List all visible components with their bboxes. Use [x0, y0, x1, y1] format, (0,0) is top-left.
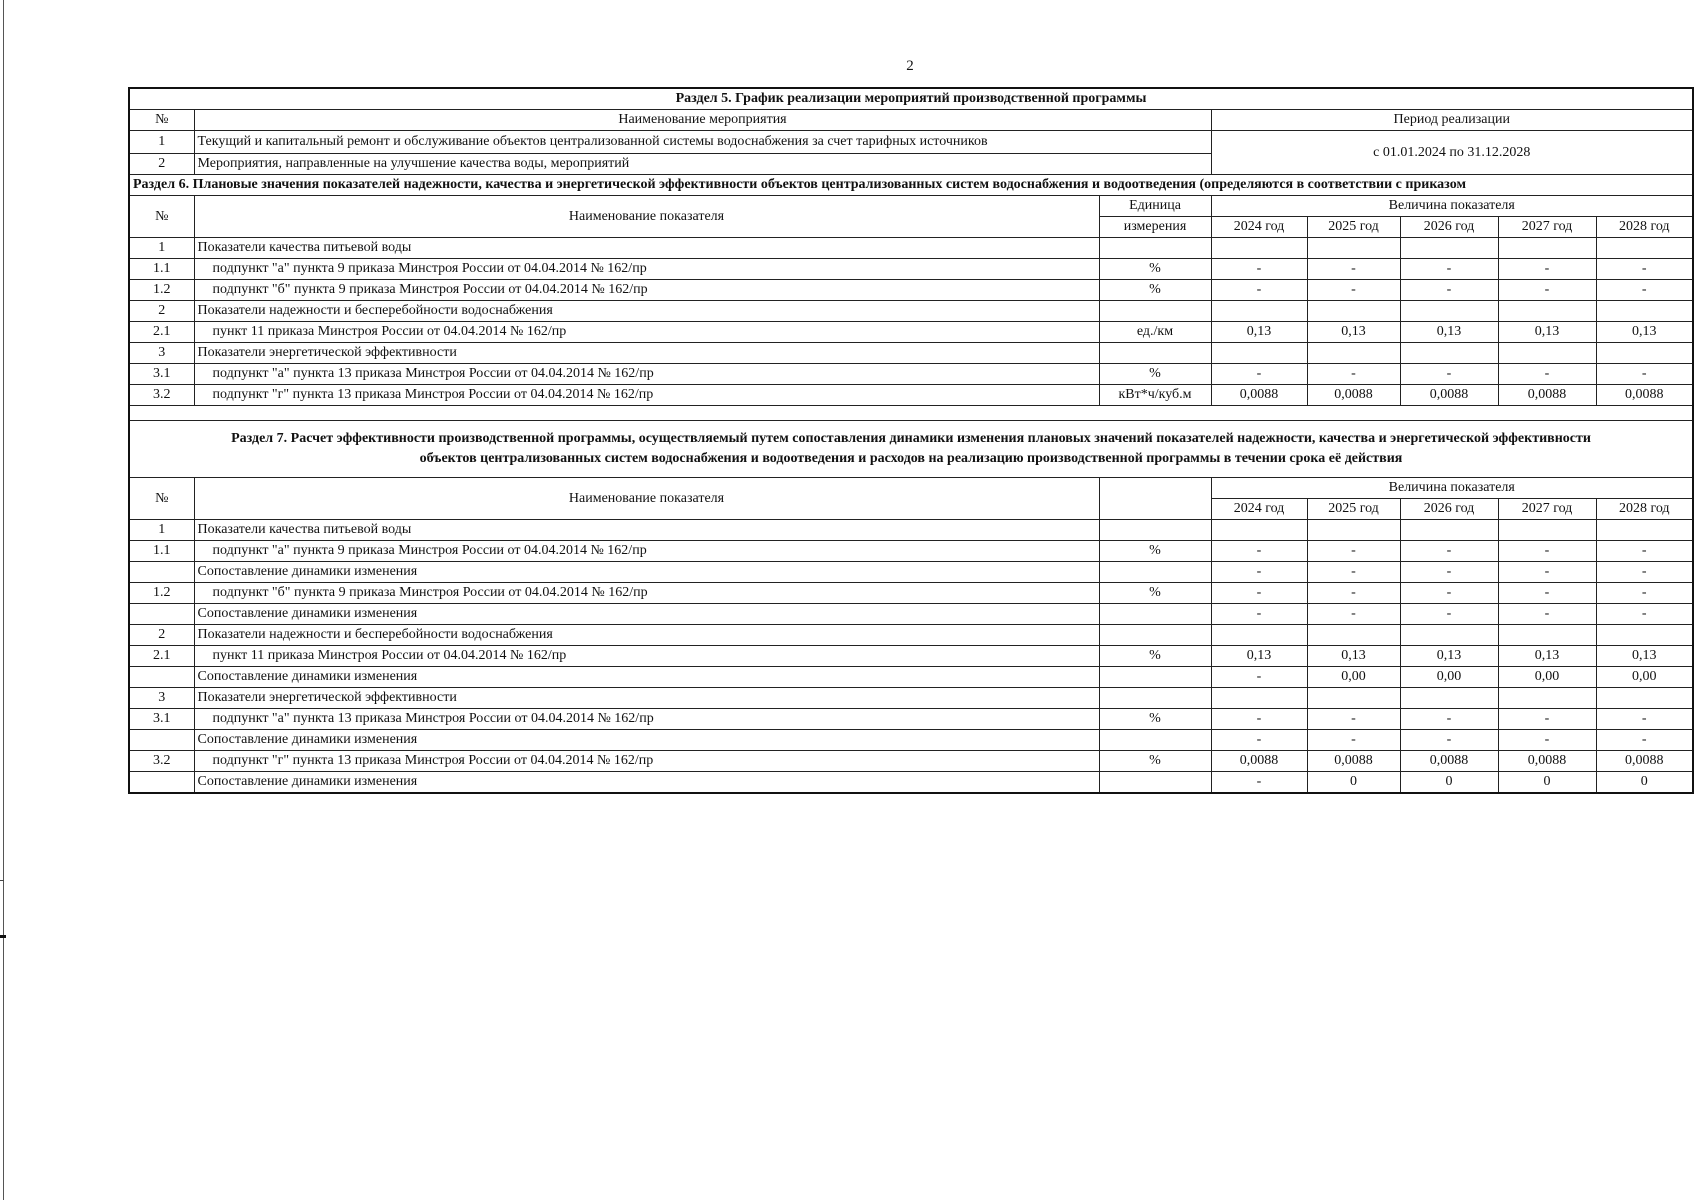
row-value: 0,13 [1307, 646, 1400, 667]
row-value: 0,0088 [1307, 751, 1400, 772]
indicator-row [129, 259, 1693, 280]
row-value: - [1498, 259, 1596, 280]
row-value: 0,0088 [1596, 385, 1693, 406]
row-unit [1099, 625, 1211, 646]
row-name: Показатели надежности и бесперебойности водоснабжения [194, 625, 1099, 646]
row-value: 0,00 [1596, 667, 1693, 688]
row-value: - [1498, 604, 1596, 625]
group-row [129, 625, 1693, 646]
col-header-unit-1: Единица [1099, 196, 1211, 217]
row-value: - [1307, 730, 1400, 751]
row-value: - [1307, 562, 1400, 583]
scan-edge-line [3, 0, 4, 1200]
indicator-row [129, 280, 1693, 301]
indicator-row [129, 646, 1693, 667]
row-unit: % [1099, 364, 1211, 385]
row-value: - [1307, 709, 1400, 730]
row-value [1596, 301, 1693, 322]
row-value: 0,13 [1400, 322, 1498, 343]
section7-title-line2: объектов централизованных систем водоснабжения и водоотведения и расходов на реализацию производственной программы в течении срока её действия [419, 451, 1403, 466]
row-name: пункт 11 приказа Минстроя России от 04.04.2014 № 162/пр [194, 322, 1099, 343]
row-value: 0,0088 [1211, 751, 1307, 772]
row-value: - [1211, 280, 1307, 301]
row-value [1498, 625, 1596, 646]
row-name: Мероприятия, направленные на улучшение качества воды, мероприятий [194, 154, 1211, 175]
group-row [129, 343, 1693, 364]
indicator-row [129, 364, 1693, 385]
row-name: пункт 11 приказа Минстроя России от 04.04.2014 № 162/пр [194, 646, 1099, 667]
row-value: - [1307, 604, 1400, 625]
row-number: 3.2 [129, 751, 194, 772]
col-header-unit-blank [1099, 478, 1211, 520]
period-value: с 01.01.2024 по 31.12.2028 [1211, 131, 1693, 175]
col-header-value: Величина показателя [1211, 196, 1693, 217]
section7-header [129, 406, 1693, 520]
row-value [1596, 520, 1693, 541]
row-value: 0,13 [1596, 322, 1693, 343]
row-value: 0 [1498, 772, 1596, 794]
indicator-row [129, 709, 1693, 730]
row-value: - [1211, 364, 1307, 385]
row-value: - [1498, 541, 1596, 562]
row-value: - [1498, 562, 1596, 583]
program-table [128, 87, 1694, 794]
row-value: - [1307, 280, 1400, 301]
row-value: - [1400, 562, 1498, 583]
spacer-row [129, 406, 1693, 421]
row-unit [1099, 562, 1211, 583]
row-unit: % [1099, 646, 1211, 667]
row-value: 0,00 [1498, 667, 1596, 688]
row-value: 0 [1400, 772, 1498, 794]
row-value [1211, 238, 1307, 259]
row-number: 2 [129, 301, 194, 322]
row-number: 3.1 [129, 364, 194, 385]
col-header-name: Наименование мероприятия [194, 110, 1211, 131]
row-value: - [1211, 730, 1307, 751]
row-value [1498, 301, 1596, 322]
indicator-row [129, 751, 1693, 772]
row-value: - [1400, 730, 1498, 751]
row-value: - [1211, 772, 1307, 794]
row-number: 2 [129, 154, 194, 175]
row-value: - [1211, 667, 1307, 688]
row-value: - [1211, 541, 1307, 562]
col-header-no: № [129, 196, 194, 238]
section6-title: Раздел 6. Плановые значения показателей надежности, качества и энергетической эффективности объектов централизованных систем водоснабжения и водоотведения (определяются в соответствии с приказом [129, 175, 1693, 196]
comparison-row [129, 730, 1693, 751]
row-number [129, 730, 194, 751]
row-value: 0,0088 [1307, 385, 1400, 406]
section7-title-line1: Раздел 7. Расчет эффективности производственной программы, осуществляемый путем сопоставления динамики изменения плановых значений показателей надежности, качества и энергетической эффективности [231, 431, 1591, 446]
row-name: Сопоставление динамики изменения [194, 562, 1099, 583]
row-value: 0,13 [1307, 322, 1400, 343]
col-header-year: 2027 год [1498, 217, 1596, 238]
row-number: 1.2 [129, 280, 194, 301]
col-header-year: 2025 год [1307, 499, 1400, 520]
row-value: 0 [1307, 772, 1400, 794]
row-unit [1099, 604, 1211, 625]
row-value: - [1307, 583, 1400, 604]
row-unit: кВт*ч/куб.м [1099, 385, 1211, 406]
row-unit: ед./км [1099, 322, 1211, 343]
row-number: 1 [129, 520, 194, 541]
row-number: 1.1 [129, 541, 194, 562]
row-value: - [1498, 280, 1596, 301]
row-value: - [1211, 709, 1307, 730]
col-header-unit-2: измерения [1099, 217, 1211, 238]
row-value [1400, 238, 1498, 259]
row-unit [1099, 238, 1211, 259]
row-value: - [1400, 541, 1498, 562]
row-value [1211, 343, 1307, 364]
row-value [1498, 238, 1596, 259]
indicator-row [129, 583, 1693, 604]
col-header-year: 2027 год [1498, 499, 1596, 520]
row-value: 0,0088 [1400, 751, 1498, 772]
row-unit: % [1099, 259, 1211, 280]
section7-body [129, 520, 1693, 794]
row-value: - [1307, 259, 1400, 280]
row-name: подпункт "г" пункта 13 приказа Минстроя России от 04.04.2014 № 162/пр [194, 385, 1099, 406]
row-value [1596, 238, 1693, 259]
row-value: 0,0088 [1498, 751, 1596, 772]
row-value: - [1307, 364, 1400, 385]
col-header-year: 2026 год [1400, 499, 1498, 520]
row-value: - [1400, 259, 1498, 280]
comparison-row [129, 772, 1693, 794]
row-value: 0,13 [1400, 646, 1498, 667]
section6-body [129, 175, 1693, 406]
row-value: - [1498, 583, 1596, 604]
row-name: Показатели качества питьевой воды [194, 520, 1099, 541]
indicator-row [129, 385, 1693, 406]
row-name: подпункт "б" пункта 9 приказа Минстроя России от 04.04.2014 № 162/пр [194, 280, 1099, 301]
row-value: - [1596, 541, 1693, 562]
group-row [129, 238, 1693, 259]
row-value [1211, 301, 1307, 322]
row-value [1400, 688, 1498, 709]
row-number: 3.2 [129, 385, 194, 406]
col-header-year: 2024 год [1211, 499, 1307, 520]
row-value: - [1400, 364, 1498, 385]
row-value [1400, 520, 1498, 541]
row-value: - [1211, 604, 1307, 625]
row-value: 0,13 [1596, 646, 1693, 667]
row-value: 0,0088 [1211, 385, 1307, 406]
row-value [1498, 688, 1596, 709]
row-name: подпункт "а" пункта 9 приказа Минстроя России от 04.04.2014 № 162/пр [194, 541, 1099, 562]
row-value: - [1596, 604, 1693, 625]
row-number: 3 [129, 343, 194, 364]
group-row [129, 688, 1693, 709]
row-value [1307, 301, 1400, 322]
col-header-year: 2024 год [1211, 217, 1307, 238]
row-name: подпункт "г" пункта 13 приказа Минстроя России от 04.04.2014 № 162/пр [194, 751, 1099, 772]
row-value: 0,13 [1498, 322, 1596, 343]
row-value: - [1307, 541, 1400, 562]
col-header-year: 2028 год [1596, 499, 1693, 520]
row-value: - [1596, 280, 1693, 301]
row-value: - [1498, 364, 1596, 385]
row-value: - [1211, 562, 1307, 583]
row-value: - [1596, 259, 1693, 280]
col-header-no: № [129, 110, 194, 131]
row-value [1400, 343, 1498, 364]
page-number: 2 [906, 58, 914, 74]
indicator-row [129, 541, 1693, 562]
row-value: - [1596, 709, 1693, 730]
row-value [1400, 301, 1498, 322]
col-header-period: Период реализации [1211, 110, 1693, 131]
row-value [1211, 625, 1307, 646]
row-value [1400, 625, 1498, 646]
row-name: Показатели качества питьевой воды [194, 238, 1099, 259]
col-header-name: Наименование показателя [194, 196, 1099, 238]
row-value: - [1400, 583, 1498, 604]
row-value [1498, 343, 1596, 364]
row-number: 2.1 [129, 322, 194, 343]
row-value: - [1596, 364, 1693, 385]
row-value: 0,0088 [1400, 385, 1498, 406]
comparison-row [129, 667, 1693, 688]
row-value: - [1596, 730, 1693, 751]
row-number: 1.1 [129, 259, 194, 280]
row-value: - [1498, 730, 1596, 751]
row-value: 0,13 [1498, 646, 1596, 667]
row-name: Показатели энергетической эффективности [194, 688, 1099, 709]
row-value: - [1400, 709, 1498, 730]
row-name: Сопоставление динамики изменения [194, 772, 1099, 794]
row-value [1498, 520, 1596, 541]
row-unit [1099, 688, 1211, 709]
row-name: подпункт "а" пункта 9 приказа Минстроя России от 04.04.2014 № 162/пр [194, 259, 1099, 280]
row-name: Сопоставление динамики изменения [194, 730, 1099, 751]
row-number: 2.1 [129, 646, 194, 667]
row-value: 0 [1596, 772, 1693, 794]
row-unit [1099, 667, 1211, 688]
row-unit [1099, 730, 1211, 751]
row-name: подпункт "б" пункта 9 приказа Минстроя России от 04.04.2014 № 162/пр [194, 583, 1099, 604]
row-unit: % [1099, 583, 1211, 604]
row-name: Сопоставление динамики изменения [194, 667, 1099, 688]
row-unit: % [1099, 709, 1211, 730]
col-header-year: 2028 год [1596, 217, 1693, 238]
comparison-row [129, 604, 1693, 625]
row-value [1211, 520, 1307, 541]
section5-title: Раздел 5. График реализации мероприятий производственной программы [129, 88, 1693, 110]
scan-edge-mark [0, 880, 4, 881]
row-number [129, 604, 194, 625]
row-name: Показатели надежности и бесперебойности водоснабжения [194, 301, 1099, 322]
row-unit [1099, 520, 1211, 541]
col-header-value: Величина показателя [1211, 478, 1693, 499]
row-number: 1 [129, 238, 194, 259]
indicator-row [129, 322, 1693, 343]
row-unit: % [1099, 280, 1211, 301]
row-name: Сопоставление динамики изменения [194, 604, 1099, 625]
row-value: - [1211, 583, 1307, 604]
row-number: 2 [129, 625, 194, 646]
row-value: 0,00 [1307, 667, 1400, 688]
col-header-name: Наименование показателя [194, 478, 1099, 520]
row-value: - [1596, 562, 1693, 583]
group-row [129, 520, 1693, 541]
row-value: 0,0088 [1498, 385, 1596, 406]
section7-title [129, 421, 1693, 478]
row-unit [1099, 772, 1211, 794]
row-name: подпункт "а" пункта 13 приказа Минстроя России от 04.04.2014 № 162/пр [194, 709, 1099, 730]
row-value [1307, 238, 1400, 259]
row-value: 0,13 [1211, 646, 1307, 667]
row-name: Текущий и капитальный ремонт и обслуживание объектов централизованной системы водоснабжения за счет тарифных источников [194, 131, 1211, 154]
scan-edge-mark [0, 935, 6, 938]
row-value: - [1498, 709, 1596, 730]
row-value [1307, 688, 1400, 709]
comparison-row [129, 562, 1693, 583]
row-number [129, 667, 194, 688]
section5-body [129, 88, 1693, 175]
row-value [1211, 688, 1307, 709]
row-number: 3.1 [129, 709, 194, 730]
row-value: - [1400, 604, 1498, 625]
row-value: 0,00 [1400, 667, 1498, 688]
group-row [129, 301, 1693, 322]
row-number: 1.2 [129, 583, 194, 604]
row-unit [1099, 301, 1211, 322]
row-value: - [1400, 280, 1498, 301]
col-header-year: 2025 год [1307, 217, 1400, 238]
row-number: 1 [129, 131, 194, 154]
row-name: подпункт "а" пункта 13 приказа Минстроя России от 04.04.2014 № 162/пр [194, 364, 1099, 385]
row-unit [1099, 343, 1211, 364]
row-value: - [1596, 583, 1693, 604]
document-table-wrapper [128, 87, 1692, 794]
row-value [1307, 343, 1400, 364]
row-value [1307, 520, 1400, 541]
row-number [129, 772, 194, 794]
col-header-year: 2026 год [1400, 217, 1498, 238]
row-value [1596, 343, 1693, 364]
row-unit: % [1099, 541, 1211, 562]
row-value [1596, 625, 1693, 646]
row-value [1596, 688, 1693, 709]
row-name: Показатели энергетической эффективности [194, 343, 1099, 364]
row-value [1307, 625, 1400, 646]
row-value: - [1211, 259, 1307, 280]
row-value: 0,0088 [1596, 751, 1693, 772]
row-number [129, 562, 194, 583]
col-header-no: № [129, 478, 194, 520]
row-unit: % [1099, 751, 1211, 772]
row-number: 3 [129, 688, 194, 709]
row-value: 0,13 [1211, 322, 1307, 343]
